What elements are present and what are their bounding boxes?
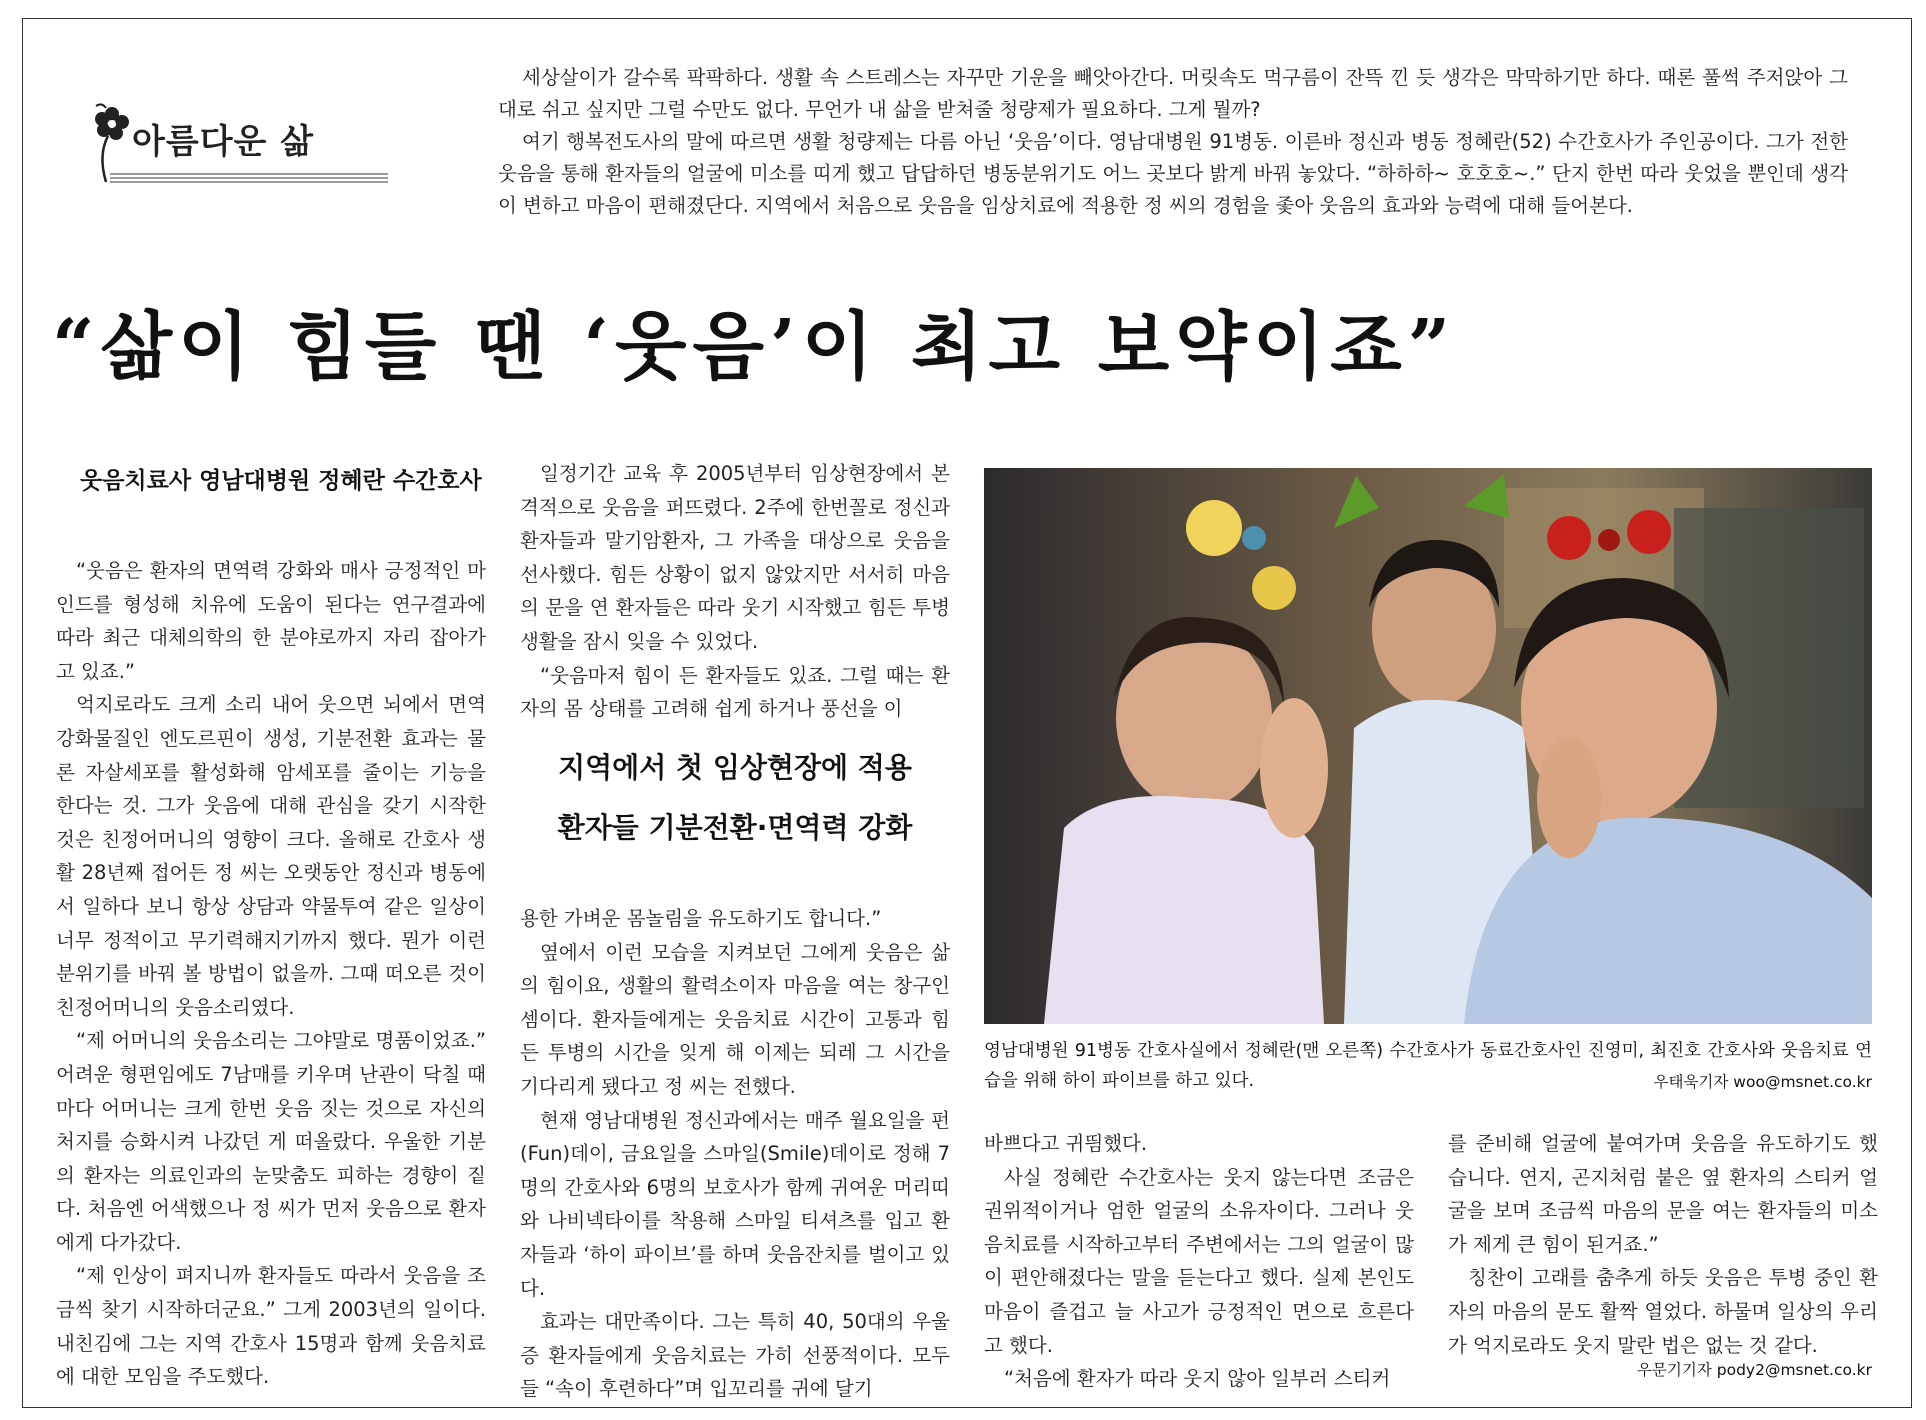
article-column-2-bottom — [520, 902, 950, 1406]
section-underline — [110, 172, 388, 184]
article-column-3 — [984, 1127, 1414, 1396]
body-paragraph: “웃음은 환자의 면역력 강화와 매사 긍정적인 마인드를 형성해 치유에 도움이 된다는 연구결과에 따라 최근 대체의학의 한 분야로까지 자리 잡아가고 있죠.” — [56, 559, 486, 683]
photo-caption: 영남대병원 91병동 간호사실에서 정혜란(맨 오른쪽) 수간호사가 동료간호사인 진영미, 최진호 간호사와 웃음치료 연습을 위해 하이 파이브를 하고 있다. — [984, 1041, 1872, 1091]
mid-headline — [520, 738, 950, 858]
article-column-4 — [1448, 1127, 1878, 1362]
mid-headline-line: 지역에서 첫 임상현장에 적용 — [558, 751, 912, 784]
body-paragraph: “제 인상이 펴지니까 환자들도 따라서 웃음을 조금씩 찾기 시작하더군요.” 그게 2003년의 일이다. 내친김에 그는 지역 간호사 15명과 함께 웃음치료에 대한 모임을 주도했다. — [56, 1264, 486, 1389]
lead-paragraph: 세상살이가 갈수록 팍팍하다. 생활 속 스트레스는 자꾸만 기운을 빼앗아간다. 머릿속도 먹구름이 잔뜩 낀 듯 생각은 막막하기만 하다. 때론 풀썩 주저앉아 그대로 쉬고 싶지만 그럴 수만도 없다. 무언가 내 삶을 받쳐줄 청량제가 필요하다. 그게 뭘까? — [498, 66, 1848, 121]
headline: “삶이 힘들 땐 ‘웃음’이 최고 보약이죠” — [52, 304, 1457, 390]
lead-paragraph: 여기 행복전도사의 말에 따르면 생활 청량제는 다름 아닌 ‘웃음’이다. 영남대병원 91병동. 이른바 정신과 병동 정혜란(52) 수간호사가 주인공이다. 그가 전한 웃음을 통해 환자들의 얼굴에 미소를 띠게 했고 답답하던 병동분위기도 어느 곳보다 밝게 바꿔 놓았다. “하하하~ 호호호~.” 단지 한번 따라 웃었을 뿐인데 생각이 변하고 마음이 편해졌단다. 지역에서 처음으로 웃음을 임상치료에 적용한 정 씨의 경험을 좇아 웃음의 효과와 능력에 대해 들어본다. — [498, 130, 1848, 217]
body-paragraph: 효과는 대만족이다. 그는 특히 40, 50대의 우울증 환자들에게 웃음치료는 가히 선풍적이다. 모두들 “속이 후련하다”며 입꼬리를 귀에 달기 — [520, 1310, 950, 1401]
body-paragraph: 사실 정혜란 수간호사는 웃지 않는다면 조금은 권위적이거나 엄한 얼굴의 소유자이다. 그러나 웃음치료를 시작하고부터 주변에서는 그의 얼굴이 많이 편안해졌다는 말을 듣는다고 했다. 실제 본인도 마음이 즐겁고 늘 사고가 긍정적인 면으로 흐른다고 했다. — [984, 1165, 1414, 1357]
section-logo — [88, 100, 388, 188]
body-paragraph: 현재 영남대병원 정신과에서는 매주 월요일을 펀(Fun)데이, 금요일을 스마일(Smile)데이로 정해 7명의 간호사와 6명의 보호사가 함께 귀여운 머리띠와 나비넥타이를 착용해 스마일 티셔츠를 입고 환자들과 ‘하이 파이브’를 하며 웃음잔치를 벌이고 있다. — [520, 1108, 950, 1300]
body-paragraph: 바쁘다고 귀띔했다. — [984, 1132, 1148, 1155]
article-column-2-top — [520, 457, 950, 726]
body-paragraph: “처음에 환자가 따라 웃지 않아 일부러 스티커 — [1004, 1367, 1391, 1391]
body-paragraph: 억지로라도 크게 소리 내어 웃으면 뇌에서 면역강화물질인 엔도르핀이 생성, 기분전환 효과는 물론 자살세포를 활성화해 암세포를 줄이는 기능을 한다는 것. 그가 웃음에 대해 관심을 갖기 시작한 것은 친정어머니의 영향이 크다. 올해로 간호사 생활 28년째 접어든 정 씨는 오랫동안 정신과 병동에서 일하다 보니 항상 상담과 약물투여 같은 일상이 너무 정적이고 무기력해지기까지 했다. 뭔가 이런 분위기를 바꿔 볼 방법이 없을까. 그때 떠오른 것이 친정어머니의 웃음소리였다. — [56, 693, 486, 1019]
body-paragraph: 를 준비해 얼굴에 붙여가며 웃음을 유도하기도 했습니다. 연지, 곤지처럼 붙은 옆 환자의 스티커 얼굴을 보며 조금씩 마음의 문을 여는 환자들의 미소가 제게 큰 힘이 된거죠.” — [1448, 1132, 1878, 1256]
article-column-1 — [56, 554, 486, 1394]
byline-subhead: 웃음치료사 영남대병원 정혜란 수간호사 — [80, 468, 482, 494]
body-paragraph: 옆에서 이런 모습을 지켜보던 그에게 웃음은 삶의 힘이요, 생활의 활력소이자 마음을 여는 창구인 셈이다. 환자들에게는 웃음치료 시간이 고통과 힘든 투병의 시간을 잊게 해 이제는 되레 그 시간을 기다리게 됐다고 정 씨는 전했다. — [520, 940, 950, 1098]
article-photo — [984, 468, 1872, 1024]
body-paragraph: 칭찬이 고래를 춤추게 하듯 웃음은 투병 중인 환자의 마음의 문도 활짝 열었다. 하물며 일상의 우리가 억지로라도 웃지 말란 법은 없는 것 같다. — [1448, 1266, 1878, 1357]
body-paragraph: 용한 가벼운 몸놀림을 유도하기도 합니다.” — [520, 907, 882, 930]
photo-credit: 우태욱기자 woo@msnet.co.kr — [1653, 1073, 1872, 1091]
lead-paragraphs — [498, 62, 1848, 222]
body-paragraph: “제 어머니의 웃음소리는 그야말로 명품이었죠.” 어려운 형편임에도 7남매를 키우며 난관이 닥칠 때마다 어머니는 크게 한번 웃음 짓는 것으로 자신의 처지를 승화시켜 나갔던 게 떠올랐다. 우울한 기분의 환자는 의료인과의 눈맞춤도 피하는 경향이 짙다. 처음엔 어색했으나 정 씨가 먼저 웃음으로 환자에게 다가갔다. — [56, 1029, 486, 1254]
body-paragraph: “웃음마저 힘이 든 환자들도 있죠. 그럴 때는 환자의 몸 상태를 고려해 쉽게 하거나 풍선을 이 — [520, 663, 950, 721]
mid-headline-line: 환자들 기분전환·면역력 강화 — [557, 811, 913, 844]
photo-illustration — [984, 468, 1872, 1024]
section-title: 아름다운 삶 — [132, 122, 315, 162]
article-credit: 우문기기자 pody2@msnet.co.kr — [1636, 1361, 1872, 1379]
body-paragraph: 일정기간 교육 후 2005년부터 임상현장에서 본격적으로 웃음을 퍼뜨렸다. 2주에 한번꼴로 정신과 환자들과 말기암환자, 그 가족을 대상으로 웃음을 선사했다. 힘든 상황이 없지 않았지만 서서히 마음의 문을 연 환자들은 따라 웃기 시작했고 힘든 투병생활을 잠시 잊을 수 있었다. — [520, 462, 950, 653]
